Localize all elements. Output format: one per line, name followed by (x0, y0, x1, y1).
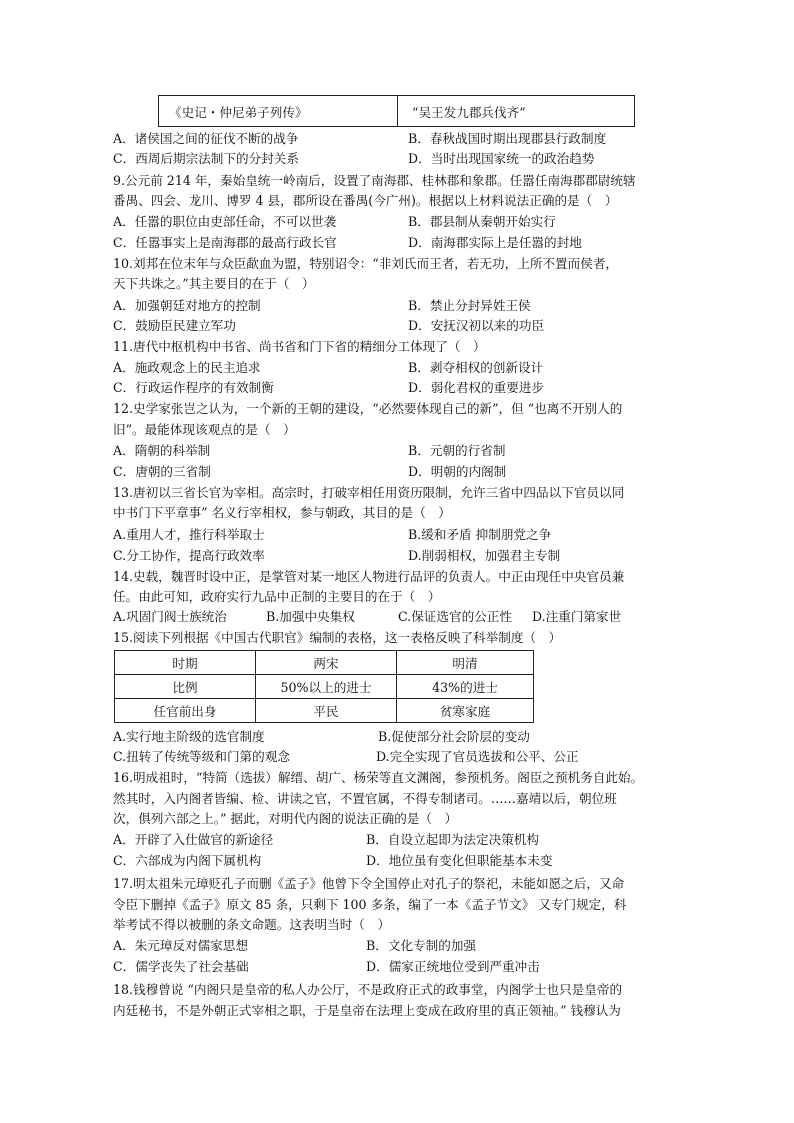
question-stem: 17.明太祖朱元璋贬孔子而删《孟子》他曾下令全国停止对孔子的祭祀，未能如愿之后，又命 (113, 876, 625, 891)
question-stem: 11.唐代中枢机构中书省、尚书省和门下省的精细分工体现了（ ） (113, 339, 486, 354)
option-d: D.削弱相权，加强君主专制 (408, 548, 561, 563)
table-cell: 43%的进士 (397, 675, 534, 699)
table-cell: 《史记・仲尼弟子列传》 (159, 96, 398, 127)
question-stem: 14.史载，魏晋时设中正，是掌管对某一地区人物进行品评的负责人。中正由现任中央官员兼 (113, 569, 625, 584)
option-b: B.促使部分社会阶层的变动 (378, 729, 530, 744)
option-c: C.分工协作，提高行政效率 (113, 548, 265, 563)
option-b: B.缓和矛盾 抑制朋党之争 (408, 527, 552, 542)
question-stem: 中书门下平章事” 名义行宰相权，参与朝政，其目的是（ ） (113, 505, 451, 520)
question-stem: 然其时，入内阁者皆编、检、讲读之官，不置官属，不得专制诸司。……嘉靖以后，朝位班 (113, 791, 617, 806)
question-stem: 天下共诛之。”其主要目的在于（ ） (113, 276, 315, 291)
option-a: A．诸侯国之间的征伐不断的战争 (113, 131, 299, 146)
question-stem: 9.公元前 214 年，秦始皇统一岭南后，设置了南海郡、桂林郡和象郡。任嚣任南海郡郡尉统辖 (113, 173, 636, 188)
option-d: D．地位虽有变化但职能基本未变 (366, 853, 553, 868)
option-b: B．剥夺相权的创新设计 (408, 360, 544, 375)
option-b: B．元朝的行省制 (408, 443, 506, 458)
option-c: C．唐朝的三省制 (113, 464, 211, 479)
table-cell: 任官前出身 (115, 699, 256, 723)
option-a: A．朱元璋反对儒家思想 (113, 938, 249, 953)
table-row (159, 96, 635, 127)
table-cell: 贫寒家庭 (397, 699, 534, 723)
option-b: B．郡县制从秦朝开始实行 (408, 214, 556, 229)
question-stem: 番禺、四会、龙川、博罗 4 县，郡所设在番禺(今广州)。根据以上材料说法正确的是（ ） (113, 193, 618, 208)
option-c: C.扭转了传统等级和门第的观念 (113, 749, 290, 764)
question-stem: 10.刘邦在位末年与众臣歃血为盟，特别诏令：“非刘氏而王者，若无功，上所不置而侯者， (113, 256, 619, 271)
option-c: C．任嚣事实上是南海郡的最高行政长官 (113, 235, 337, 250)
question-stem: 13.唐初以三省长官为宰相。高宗时，打破宰相任用资历限制，允许三省中四品以下官员以同 (113, 485, 625, 500)
option-c: C．儒学丧失了社会基础 (113, 959, 249, 974)
table-cell: 50%以上的进士 (256, 675, 397, 699)
option-b: B．春秋战国时期出现郡县行政制度 (408, 131, 607, 146)
option-d: D．安抚汉初以来的功臣 (408, 318, 545, 333)
option-a: A．任嚣的职位由吏部任命，不可以世袭 (113, 214, 337, 229)
question-stem: 旧”。最能体现该观点的是（ ） (113, 422, 296, 437)
option-d: D．明朝的内阁制 (408, 464, 507, 479)
question-stem: 任。由此可知，政府实行九品中正制的主要目的在于（ ） (113, 589, 441, 604)
question-stem: 12.史学家张岂之认为，一个新的王朝的建设，“必然要体现自己的新”，但 “也离不开别人的 (113, 401, 623, 416)
question-stem: 16.明成祖时，“特简（选拔）解缙、胡广、杨荣等直文渊阁，参预机务。阁臣之预机务自此始。 (113, 770, 644, 785)
option-d: D.注重门第家世 (532, 609, 622, 624)
option-c: C．行政运作程序的有效制衡 (113, 380, 274, 395)
option-a: A.巩固门阀士族统治 (113, 609, 227, 624)
option-c: C.保证选官的公正性 (398, 609, 512, 624)
option-b: B．禁止分封异姓王侯 (408, 298, 531, 313)
question-stem: 18.钱穆曾说 “内阁只是皇帝的私人办公厅，不是政府正式的政事堂，内阁学士也只是皇帝的 (113, 982, 623, 997)
table-row (115, 651, 534, 675)
option-a: A．开辟了入仕做官的新途径 (113, 832, 274, 847)
question-stem: 令臣下删掉《孟子》原文 85 条，只剩下 100 多条，编了一本《孟子节文》 又专门规定，科 (113, 897, 627, 912)
table-cell: 两宋 (256, 651, 397, 675)
table-row (115, 699, 534, 723)
option-d: D．南海郡实际上是任嚣的封地 (408, 235, 582, 250)
option-b: B．自设立起即为法定决策机构 (366, 832, 539, 847)
option-d: D．当时出现国家统一的政治趋势 (408, 151, 595, 166)
data-table (114, 650, 534, 723)
option-d: D．弱化君权的重要进步 (408, 380, 545, 395)
option-a: A．施政观念上的民主追求 (113, 360, 261, 375)
table-cell: “吴王发九郡兵伐齐” (398, 96, 635, 127)
table-cell: 比例 (115, 675, 256, 699)
option-c: C．鼓励臣民建立军功 (113, 318, 236, 333)
table-row (115, 675, 534, 699)
source-table (158, 95, 635, 127)
option-c: C．西周后期宗法制下的分封关系 (113, 151, 299, 166)
question-stem: 15.阅读下列根据《中国古代职官》编制的表格，这一表格反映了科举制度（ ） (113, 630, 562, 645)
option-b: B.加强中央集权 (266, 609, 355, 624)
option-a: A.重用人才，推行科举取士 (113, 527, 265, 542)
question-stem: 次，俱列六部之上。” 据此，对明代内阁的说法正确的是（ ） (113, 811, 458, 826)
table-cell: 平民 (256, 699, 397, 723)
table-cell: 时期 (115, 651, 256, 675)
option-b: B．文化专制的加强 (366, 938, 477, 953)
option-a: A．隋朝的科举制 (113, 443, 211, 458)
option-a: A.实行地主阶级的选官制度 (113, 729, 265, 744)
option-c: C．六部成为内阁下属机构 (113, 853, 262, 868)
option-d: D．儒家正统地位受到严重冲击 (366, 959, 540, 974)
question-stem: 举考试不得以被删的条文命题。这表明当时（ ） (113, 917, 391, 932)
option-d: D.完全实现了官员选拔和公平、公正 (376, 749, 579, 764)
option-a: A．加强朝廷对地方的控制 (113, 298, 261, 313)
table-cell: 明清 (397, 651, 534, 675)
question-stem: 内廷秘书，不是外朝正式宰相之职，于是皇帝在法理上变成在政府里的真正领袖。” 钱穆认为 (113, 1003, 621, 1018)
